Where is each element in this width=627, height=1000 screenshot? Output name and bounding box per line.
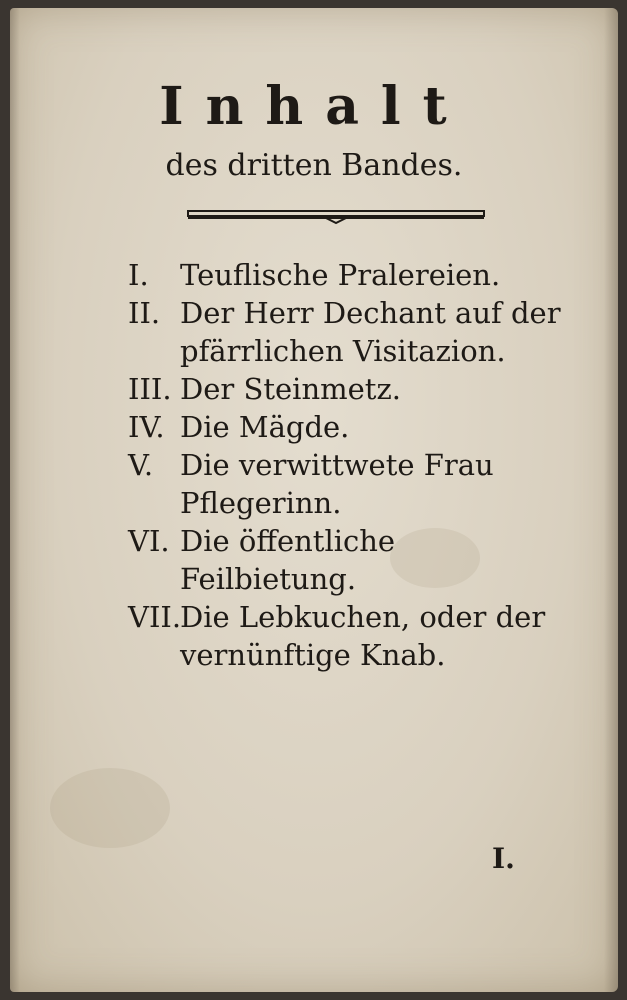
contents-entry bbox=[128, 522, 568, 598]
catchword: I. bbox=[492, 842, 515, 875]
contents-entry bbox=[128, 370, 568, 408]
contents-entry bbox=[128, 446, 568, 522]
entry-number: VII. bbox=[128, 600, 182, 634]
entry-number: IV. bbox=[128, 410, 165, 444]
contents-entry bbox=[128, 256, 568, 294]
entry-number: I. bbox=[128, 258, 149, 292]
entry-title: Teuflische Pralereien. bbox=[180, 258, 501, 292]
entry-title: Die verwittwete Frau Pflegerinn. bbox=[180, 448, 494, 520]
ornamental-rule bbox=[186, 206, 486, 226]
contents-entry bbox=[128, 598, 568, 674]
contents-list bbox=[128, 256, 568, 674]
entry-title: Die Mägde. bbox=[180, 410, 350, 444]
page-subtitle: des dritten Bandes. bbox=[165, 148, 463, 183]
contents-entry bbox=[128, 294, 568, 370]
entry-title: Die Lebkuchen, oder der vernünftige Knab. bbox=[180, 600, 546, 672]
paper-stain bbox=[50, 768, 170, 848]
contents-entry bbox=[128, 408, 568, 446]
entry-number: V. bbox=[128, 448, 154, 482]
entry-title: Der Steinmetz. bbox=[180, 372, 401, 406]
page-title: Inhalt bbox=[159, 76, 469, 137]
entry-title: Die öffentliche Feilbietung. bbox=[180, 524, 396, 596]
book-page bbox=[10, 8, 618, 992]
entry-number: III. bbox=[128, 372, 172, 406]
entry-number: VI. bbox=[128, 524, 170, 558]
entry-number: II. bbox=[128, 296, 161, 330]
entry-title: Der Herr Dechant auf der pfärrlichen Visitazion. bbox=[180, 296, 561, 368]
